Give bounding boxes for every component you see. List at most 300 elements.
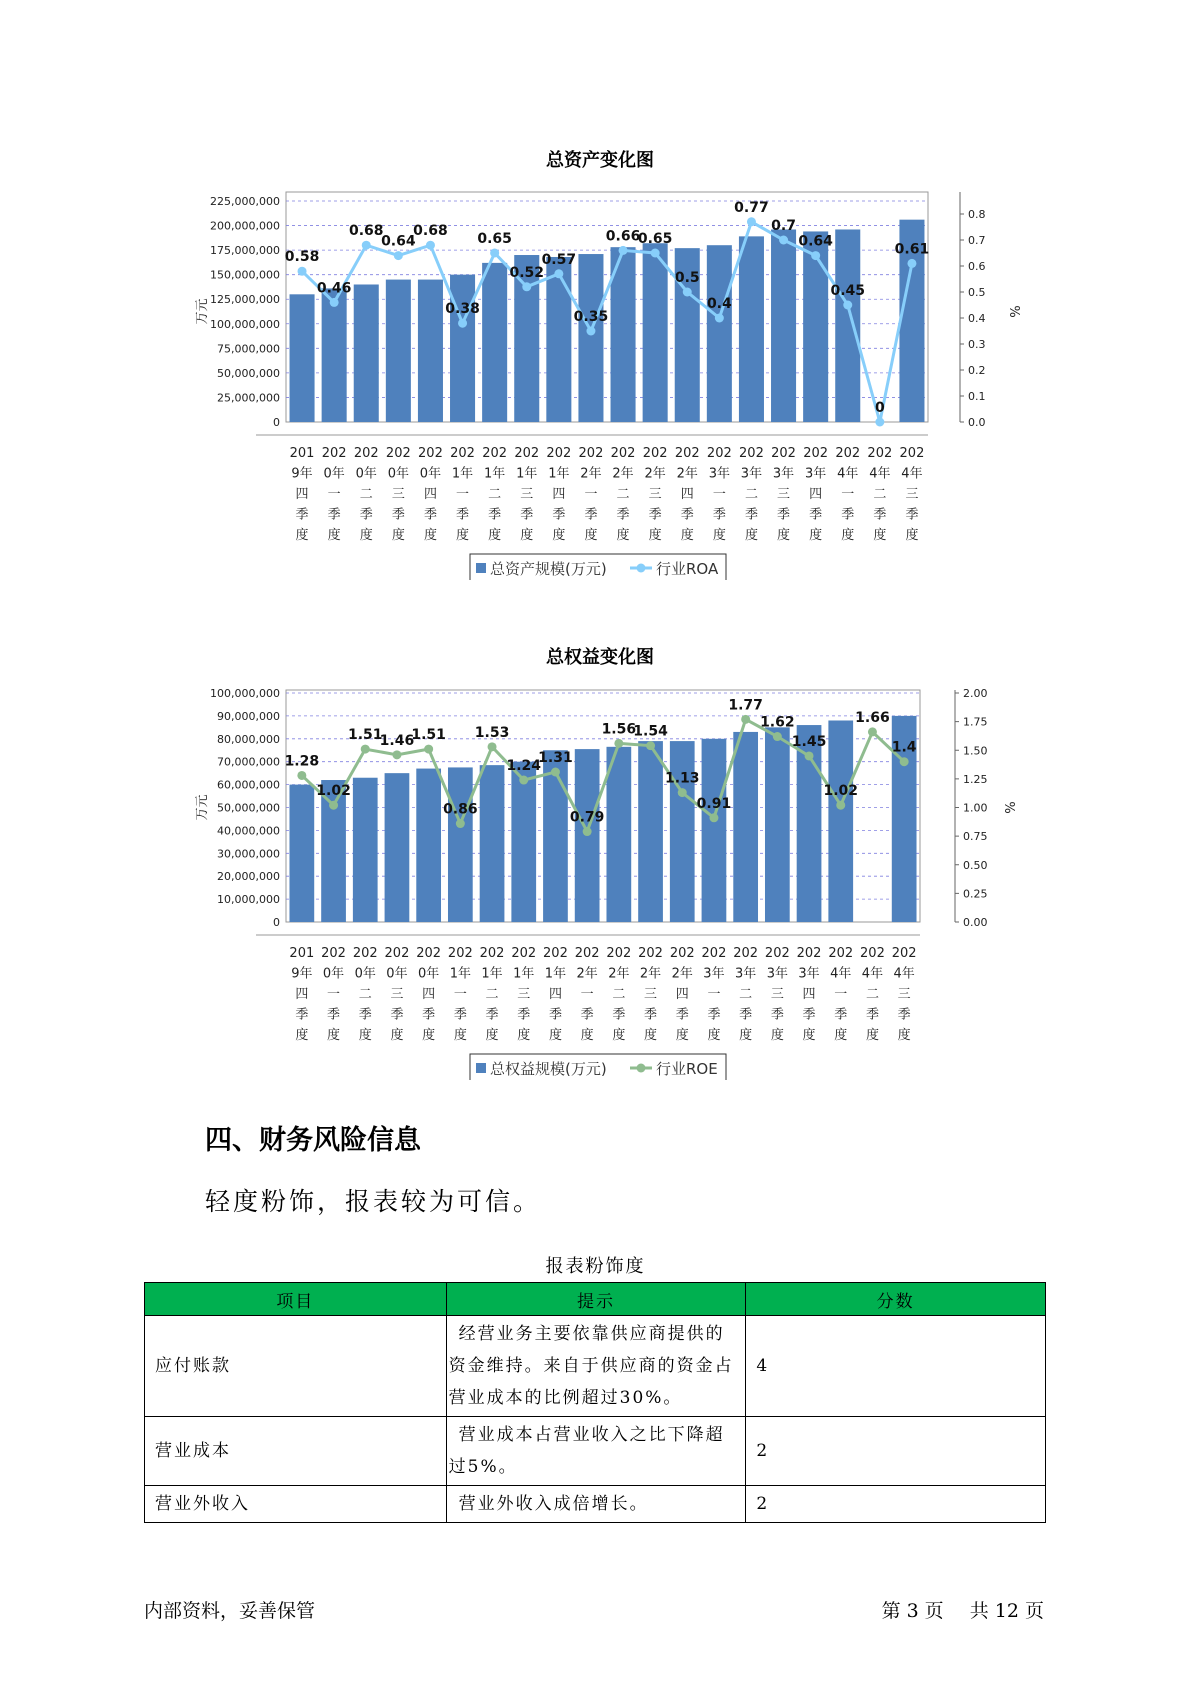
series-point bbox=[678, 788, 687, 797]
x-tick-label: 四 bbox=[675, 987, 689, 1002]
y-left-tick: 30,000,000 bbox=[217, 847, 280, 861]
risk-table bbox=[144, 1282, 1046, 1523]
x-tick-label: 202 bbox=[835, 446, 861, 461]
x-tick-label: 度 bbox=[552, 528, 566, 543]
x-tick-label: 1年 bbox=[481, 966, 503, 982]
x-tick-label: 度 bbox=[358, 1028, 372, 1043]
bar bbox=[289, 785, 314, 922]
bar bbox=[828, 720, 853, 922]
x-tick-label: 202 bbox=[764, 946, 790, 961]
bar bbox=[771, 229, 796, 422]
data-label: 0.79 bbox=[569, 809, 605, 826]
x-tick-label: 季 bbox=[485, 1007, 499, 1023]
section-body: 轻度粉饰，报表较为可信。 bbox=[205, 1187, 542, 1216]
x-tick-label: 4年 bbox=[830, 966, 852, 982]
data-label: 1.13 bbox=[664, 770, 700, 787]
bar bbox=[354, 284, 379, 422]
x-tick-label: 度 bbox=[834, 1028, 848, 1043]
y-right-tick: 0.4 bbox=[968, 312, 986, 325]
x-tick-label: 季 bbox=[865, 1007, 879, 1023]
data-label: 1.31 bbox=[538, 750, 573, 767]
x-tick-label: 度 bbox=[327, 528, 341, 543]
series-point bbox=[456, 819, 465, 828]
x-tick-label: 三 bbox=[777, 487, 791, 502]
data-label: 0.91 bbox=[696, 795, 732, 812]
x-tick-label: 3年 bbox=[708, 466, 730, 482]
data-label: 1.45 bbox=[791, 733, 827, 750]
x-tick-label: 季 bbox=[358, 1007, 372, 1023]
x-tick-label: 1年 bbox=[449, 966, 471, 982]
x-tick-label: 一 bbox=[327, 487, 341, 502]
series-point bbox=[811, 251, 820, 260]
x-tick-label: 一 bbox=[584, 487, 598, 502]
x-tick-label: 度 bbox=[580, 1028, 594, 1043]
data-label: 0.57 bbox=[541, 251, 577, 268]
x-tick-label: 二 bbox=[873, 487, 887, 502]
y-left-tick: 0 bbox=[273, 916, 280, 929]
x-tick-label: 一 bbox=[580, 987, 594, 1002]
page-unit: 页 bbox=[924, 1600, 944, 1622]
x-tick-label: 二 bbox=[485, 987, 499, 1002]
x-tick-label: 202 bbox=[511, 946, 537, 961]
row-item: 营业外收入 bbox=[145, 1486, 447, 1523]
x-tick-label: 202 bbox=[701, 946, 727, 961]
row-item: 营业成本 bbox=[145, 1417, 447, 1486]
data-label: 1.54 bbox=[633, 723, 668, 740]
x-tick-label: 季 bbox=[295, 1007, 309, 1023]
x-tick-label: 度 bbox=[802, 1028, 816, 1043]
x-tick-label: 二 bbox=[359, 487, 373, 502]
y-right-tick: 1.25 bbox=[963, 772, 988, 786]
data-label: 1.66 bbox=[855, 709, 890, 726]
y-left-tick: 175,000,000 bbox=[210, 244, 280, 258]
series-point bbox=[426, 241, 435, 250]
bar bbox=[290, 294, 315, 422]
x-tick-label: 季 bbox=[770, 1007, 784, 1023]
x-tick-label: 三 bbox=[905, 487, 919, 502]
y-right-tick: 0.1 bbox=[968, 390, 986, 403]
bar bbox=[643, 243, 668, 422]
x-tick-label: 1年 bbox=[544, 966, 567, 982]
bar bbox=[416, 769, 441, 922]
bar bbox=[765, 727, 790, 922]
x-tick-label: 202 bbox=[353, 446, 379, 461]
series-point bbox=[875, 418, 884, 427]
y-left-tick: 25,000,000 bbox=[217, 391, 280, 405]
x-tick-label: 季 bbox=[744, 507, 758, 523]
data-label: 1.46 bbox=[379, 732, 415, 749]
x-tick-label: 三 bbox=[520, 487, 534, 502]
x-tick-label: 3年 bbox=[740, 466, 763, 482]
data-label: 1.53 bbox=[474, 724, 510, 741]
series-point bbox=[907, 259, 916, 268]
row-hint: 营业成本占营业收入之比下降超过5%。 bbox=[446, 1417, 746, 1486]
x-tick-label: 202 bbox=[321, 946, 346, 961]
x-tick-label: 季 bbox=[905, 507, 919, 523]
x-tick-label: 季 bbox=[841, 507, 855, 523]
x-tick-label: 202 bbox=[447, 946, 473, 961]
series-point bbox=[614, 739, 623, 748]
x-tick-label: 四 bbox=[422, 987, 436, 1002]
x-tick-label: 4年 bbox=[893, 966, 915, 982]
x-tick-label: 度 bbox=[675, 1028, 689, 1043]
y-right-tick: 0.50 bbox=[963, 858, 988, 872]
y-left-label: 万元 bbox=[195, 794, 210, 821]
x-tick-label: 季 bbox=[873, 507, 887, 523]
y-left-tick: 75,000,000 bbox=[217, 342, 280, 356]
y-right-tick: 0.2 bbox=[968, 364, 986, 377]
data-label: 1.02 bbox=[823, 783, 859, 800]
y-right-tick: 0.0 bbox=[968, 416, 986, 429]
total-unit: 页 bbox=[1024, 1600, 1044, 1622]
x-tick-label: 3年 bbox=[703, 966, 725, 982]
x-tick-label: 季 bbox=[390, 1007, 404, 1023]
data-label: 0 bbox=[874, 400, 885, 416]
x-tick-label: 202 bbox=[385, 446, 411, 461]
x-tick-label: 度 bbox=[327, 1028, 341, 1043]
x-tick-label: 3年 bbox=[798, 966, 820, 982]
page-prefix: 第 bbox=[881, 1600, 901, 1622]
x-tick-label: 度 bbox=[391, 528, 405, 543]
x-tick-label: 度 bbox=[777, 528, 791, 543]
x-tick-label: 度 bbox=[739, 1028, 753, 1043]
x-tick-label: 度 bbox=[616, 528, 630, 543]
x-tick-label: 度 bbox=[422, 1028, 436, 1043]
x-tick-label: 季 bbox=[809, 507, 823, 523]
x-tick-label: 度 bbox=[841, 528, 855, 543]
series-point bbox=[747, 217, 756, 226]
x-tick-label: 202 bbox=[891, 946, 917, 961]
x-tick-label: 2年 bbox=[608, 966, 630, 982]
x-tick-label: 度 bbox=[295, 1028, 309, 1043]
total-equity-chart bbox=[0, 640, 1191, 1080]
page-number: 3 bbox=[906, 1600, 919, 1622]
chart-title: 总资产变化图 bbox=[546, 150, 654, 171]
series-point bbox=[868, 727, 877, 736]
bar bbox=[702, 739, 727, 922]
x-tick-label: 202 bbox=[739, 446, 764, 461]
x-tick-label: 一 bbox=[841, 487, 855, 502]
y-left-tick: 70,000,000 bbox=[217, 755, 280, 769]
x-tick-label: 季 bbox=[584, 507, 598, 523]
x-tick-label: 度 bbox=[423, 528, 437, 543]
series-point bbox=[779, 236, 788, 245]
series-point bbox=[298, 267, 307, 276]
x-tick-label: 201 bbox=[289, 446, 315, 461]
x-tick-label: 202 bbox=[606, 946, 632, 961]
series-point bbox=[836, 801, 845, 810]
x-tick-label: 度 bbox=[390, 1028, 404, 1043]
x-tick-label: 4年 bbox=[837, 466, 859, 482]
y-right-tick: 1.00 bbox=[963, 801, 988, 815]
x-tick-label: 度 bbox=[453, 1028, 467, 1043]
x-tick-label: 202 bbox=[828, 946, 854, 961]
x-tick-label: 季 bbox=[580, 1007, 594, 1023]
total-assets-chart bbox=[0, 140, 1191, 580]
x-tick-label: 202 bbox=[796, 946, 822, 961]
bar bbox=[322, 288, 347, 422]
series-point bbox=[424, 745, 433, 754]
data-label: 0.68 bbox=[413, 223, 448, 240]
x-tick-label: 季 bbox=[520, 507, 534, 523]
x-tick-label: 度 bbox=[648, 528, 662, 543]
series-point bbox=[741, 715, 750, 724]
y-right-tick: 0.6 bbox=[968, 260, 986, 273]
x-tick-label: 202 bbox=[578, 446, 604, 461]
x-tick-label: 一 bbox=[712, 487, 726, 502]
table-row bbox=[145, 1486, 1046, 1523]
x-tick-label: 202 bbox=[638, 946, 663, 961]
y-right-tick: 0.5 bbox=[968, 286, 986, 299]
data-label: 1.02 bbox=[316, 783, 351, 800]
table-header-row bbox=[145, 1283, 1046, 1316]
x-tick-label: 季 bbox=[548, 1007, 562, 1023]
x-tick-label: 度 bbox=[707, 1028, 721, 1043]
data-label: 1.56 bbox=[601, 721, 637, 738]
y-left-tick: 200,000,000 bbox=[210, 219, 280, 233]
series-point bbox=[805, 751, 814, 760]
data-label: 1.28 bbox=[284, 753, 320, 770]
series-point bbox=[392, 750, 401, 759]
x-tick-label: 2年 bbox=[671, 966, 693, 982]
x-tick-label: 9年 bbox=[291, 966, 313, 982]
x-tick-label: 2年 bbox=[580, 466, 602, 482]
x-tick-label: 1年 bbox=[451, 466, 474, 482]
x-tick-label: 202 bbox=[352, 946, 378, 961]
x-tick-label: 季 bbox=[552, 507, 566, 523]
y-right-tick: 0.25 bbox=[963, 887, 988, 901]
legend-line-label: 行业ROA bbox=[656, 560, 719, 578]
table-row bbox=[145, 1316, 1046, 1417]
bar bbox=[578, 254, 603, 422]
y-left-tick: 10,000,000 bbox=[217, 893, 280, 907]
x-tick-label: 二 bbox=[358, 987, 372, 1002]
bar bbox=[739, 236, 764, 422]
x-tick-label: 三 bbox=[770, 987, 784, 1002]
data-label: 0.4 bbox=[706, 296, 732, 312]
x-tick-label: 3年 bbox=[766, 966, 788, 982]
x-tick-label: 度 bbox=[809, 528, 823, 543]
data-label: 0.65 bbox=[637, 231, 673, 247]
x-tick-label: 202 bbox=[899, 446, 925, 461]
legend-line-marker bbox=[637, 564, 646, 573]
bar bbox=[353, 778, 378, 922]
x-tick-label: 3年 bbox=[735, 966, 757, 982]
total-pages: 12 bbox=[994, 1600, 1019, 1622]
x-tick-label: 0年 bbox=[354, 966, 376, 982]
data-label: 0.52 bbox=[509, 264, 545, 281]
bar bbox=[707, 245, 732, 422]
x-tick-label: 四 bbox=[423, 487, 437, 502]
x-tick-label: 度 bbox=[905, 528, 919, 543]
x-tick-label: 3年 bbox=[805, 466, 827, 482]
x-tick-label: 度 bbox=[548, 1028, 562, 1043]
x-tick-label: 季 bbox=[802, 1007, 816, 1023]
x-tick-label: 202 bbox=[416, 946, 442, 961]
x-tick-label: 季 bbox=[648, 507, 662, 523]
x-tick-label: 季 bbox=[616, 507, 630, 523]
y-right-label: % bbox=[1006, 305, 1021, 318]
x-tick-label: 度 bbox=[712, 528, 726, 543]
data-label: 0.64 bbox=[381, 233, 416, 250]
data-label: 0.58 bbox=[284, 249, 320, 266]
row-score: 4 bbox=[746, 1316, 1046, 1417]
data-label: 0.38 bbox=[445, 301, 480, 318]
x-tick-label: 度 bbox=[359, 528, 373, 543]
row-score: 2 bbox=[746, 1417, 1046, 1486]
x-tick-label: 二 bbox=[865, 987, 879, 1002]
x-tick-label: 季 bbox=[739, 1007, 753, 1023]
x-tick-label: 二 bbox=[612, 987, 626, 1002]
x-tick-label: 度 bbox=[584, 528, 598, 543]
bar bbox=[418, 280, 443, 422]
x-tick-label: 202 bbox=[803, 446, 829, 461]
x-tick-label: 三 bbox=[517, 987, 531, 1002]
series-point bbox=[519, 776, 528, 785]
x-tick-label: 度 bbox=[517, 1028, 531, 1043]
x-tick-label: 202 bbox=[867, 446, 893, 461]
y-left-label: 万元 bbox=[195, 298, 210, 325]
x-tick-label: 2年 bbox=[676, 466, 698, 482]
data-label: 1.4 bbox=[891, 739, 917, 756]
x-tick-label: 度 bbox=[295, 528, 309, 543]
header-item: 项目 bbox=[145, 1283, 447, 1316]
x-tick-label: 202 bbox=[543, 946, 568, 961]
y-left-tick: 0 bbox=[273, 416, 280, 429]
data-label: 0.66 bbox=[605, 228, 641, 245]
x-tick-label: 季 bbox=[456, 507, 470, 523]
data-label: 1.51 bbox=[347, 727, 383, 744]
x-tick-label: 一 bbox=[707, 987, 721, 1002]
bar bbox=[385, 773, 410, 922]
x-tick-label: 季 bbox=[359, 507, 373, 523]
row-hint: 经营业务主要依靠供应商提供的资金维持。来自于供应商的资金占营业成本的比例超过30%。 bbox=[446, 1316, 746, 1417]
series-point bbox=[362, 241, 371, 250]
series-point bbox=[458, 319, 467, 328]
series-point bbox=[843, 301, 852, 310]
legend-bar-label: 总资产规模(万元) bbox=[490, 560, 607, 578]
x-tick-label: 四 bbox=[802, 987, 816, 1002]
bar bbox=[511, 762, 536, 922]
data-label: 0.65 bbox=[477, 231, 512, 247]
x-tick-label: 一 bbox=[456, 487, 470, 502]
x-tick-label: 度 bbox=[744, 528, 758, 543]
data-label: 1.51 bbox=[411, 727, 446, 744]
x-tick-label: 202 bbox=[482, 446, 508, 461]
data-label: 1.77 bbox=[728, 697, 763, 714]
row-item: 应付账款 bbox=[145, 1316, 447, 1417]
x-tick-label: 度 bbox=[865, 1028, 879, 1043]
x-tick-label: 202 bbox=[860, 946, 885, 961]
x-tick-label: 1年 bbox=[513, 966, 535, 982]
y-right-tick: 0.75 bbox=[963, 830, 988, 844]
y-left-tick: 20,000,000 bbox=[217, 870, 280, 884]
footer-confidential: 内部资料，妥善保管 bbox=[144, 1600, 316, 1622]
y-left-tick: 80,000,000 bbox=[217, 732, 280, 746]
x-tick-label: 202 bbox=[574, 946, 600, 961]
x-tick-label: 202 bbox=[642, 446, 668, 461]
series-point bbox=[583, 827, 592, 836]
x-tick-label: 季 bbox=[707, 1007, 721, 1023]
x-tick-label: 三 bbox=[391, 487, 405, 502]
data-label: 0.86 bbox=[443, 801, 478, 818]
x-tick-label: 季 bbox=[644, 1007, 658, 1023]
x-tick-label: 度 bbox=[456, 528, 470, 543]
x-tick-label: 202 bbox=[321, 446, 347, 461]
x-tick-label: 202 bbox=[384, 946, 410, 961]
header-score: 分数 bbox=[746, 1283, 1046, 1316]
x-tick-label: 4年 bbox=[869, 466, 891, 482]
y-left-tick: 90,000,000 bbox=[217, 709, 280, 723]
x-tick-label: 季 bbox=[712, 507, 726, 523]
series-point bbox=[715, 314, 724, 323]
x-tick-label: 202 bbox=[418, 446, 443, 461]
y-left-tick: 50,000,000 bbox=[217, 366, 280, 380]
legend-line-label: 行业ROE bbox=[656, 1060, 718, 1078]
x-tick-label: 4年 bbox=[861, 966, 884, 982]
x-tick-label: 度 bbox=[770, 1028, 784, 1043]
x-tick-label: 0年 bbox=[322, 966, 345, 982]
x-tick-label: 度 bbox=[520, 528, 534, 543]
x-tick-label: 1年 bbox=[548, 466, 570, 482]
legend-line-marker bbox=[637, 1064, 646, 1073]
y-left-tick: 100,000,000 bbox=[210, 687, 280, 700]
x-tick-label: 202 bbox=[771, 446, 796, 461]
bar bbox=[733, 732, 758, 922]
x-tick-label: 二 bbox=[744, 487, 758, 502]
data-label: 0.45 bbox=[830, 283, 866, 299]
x-tick-label: 0年 bbox=[386, 966, 408, 982]
x-tick-label: 度 bbox=[488, 528, 502, 543]
x-tick-label: 4年 bbox=[901, 466, 923, 482]
x-tick-label: 202 bbox=[514, 446, 540, 461]
series-point bbox=[551, 768, 560, 777]
footer-page-info bbox=[879, 1596, 1047, 1623]
y-left-tick: 100,000,000 bbox=[210, 317, 280, 331]
x-tick-label: 一 bbox=[327, 987, 341, 1002]
x-tick-label: 度 bbox=[873, 528, 887, 543]
bar bbox=[638, 741, 663, 922]
x-tick-label: 2年 bbox=[576, 966, 598, 982]
y-left-tick: 50,000,000 bbox=[217, 801, 280, 815]
legend-bar-swatch bbox=[476, 1063, 486, 1073]
series-point bbox=[773, 732, 782, 741]
y-right-tick: 2.00 bbox=[963, 687, 988, 700]
x-tick-label: 季 bbox=[327, 507, 341, 523]
x-tick-label: 季 bbox=[517, 1007, 531, 1023]
x-tick-label: 202 bbox=[733, 946, 759, 961]
y-right-tick: 0.3 bbox=[968, 338, 986, 351]
y-left-tick: 60,000,000 bbox=[217, 778, 280, 792]
bar bbox=[480, 765, 505, 922]
row-score: 2 bbox=[746, 1486, 1046, 1523]
x-tick-label: 四 bbox=[548, 987, 562, 1002]
y-right-tick: 1.75 bbox=[963, 715, 988, 729]
x-tick-label: 季 bbox=[422, 1007, 436, 1023]
x-tick-label: 季 bbox=[423, 507, 437, 523]
series-point bbox=[709, 813, 718, 822]
data-label: 1.24 bbox=[506, 758, 542, 775]
series-point bbox=[330, 298, 339, 307]
series-point bbox=[361, 745, 370, 754]
bar bbox=[482, 263, 507, 422]
series-point bbox=[297, 771, 306, 780]
x-tick-label: 202 bbox=[674, 446, 700, 461]
series-point bbox=[900, 757, 909, 766]
y-right-tick: 1.50 bbox=[963, 744, 988, 758]
bar bbox=[606, 747, 631, 922]
x-tick-label: 度 bbox=[612, 1028, 626, 1043]
